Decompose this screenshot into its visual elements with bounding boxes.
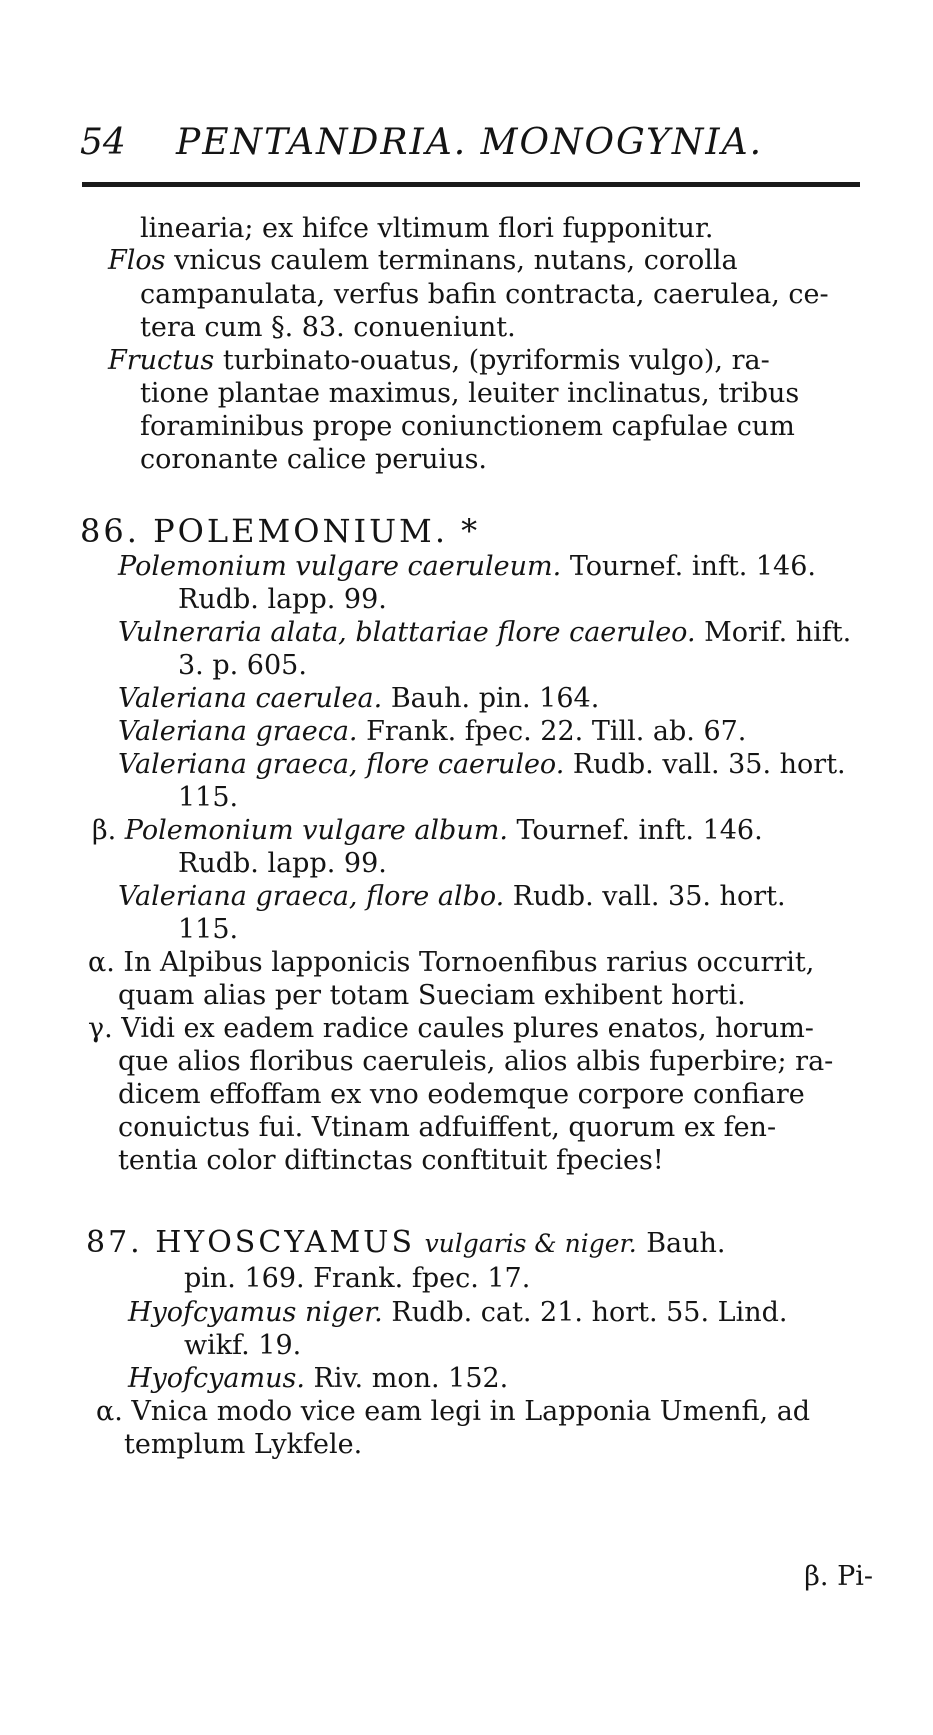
synonym-ref: Bauh. pin. 164.: [390, 683, 600, 714]
synonym-cont: Rudb. lapp. 99.: [178, 848, 387, 879]
section-epithet: vulgaris & niger.: [424, 1229, 637, 1258]
text-line: coronante calice peruius.: [140, 444, 488, 475]
text-line: campanulata, verfus bafin contracta, caerulea, ce-: [140, 279, 829, 310]
synonym-name: Polemonium vulgare album.: [124, 815, 508, 846]
note-line: dicem effoffam ex vno eodemque corpore confiare: [118, 1079, 805, 1110]
synonym-name: Valeriana graeca, flore caeruleo.: [118, 749, 565, 780]
header-rule: [82, 182, 860, 187]
note-line: α. Vnica modo vice eam legi in Lapponia Umenfi, ad: [96, 1396, 811, 1427]
fructus-paragraph-line: [108, 344, 770, 378]
synonym-line: [128, 1296, 787, 1330]
note-line: conuictus fui. Vtinam adfuiffent, quorum ex fen-: [118, 1112, 777, 1143]
variety-line: [92, 814, 763, 848]
synonym-name: Polemonium vulgare caeruleum.: [118, 551, 562, 582]
synonym-cont: pin. 169. Frank. fpec. 17.: [184, 1263, 531, 1294]
synonym-name: Vulneraria alata, blattariae flore caeruleo.: [118, 617, 696, 648]
synonym-cont: wikf. 19.: [184, 1330, 302, 1361]
text-line: foraminibus prope coniunctionem capfulae cum: [140, 411, 795, 442]
synonym-cont: 115.: [178, 914, 239, 945]
synonym-cont: Rudb. lapp. 99.: [178, 584, 387, 615]
synonym-line: [128, 1362, 508, 1396]
synonym-name: Valeriana graeca.: [118, 716, 358, 747]
note-line: α. In Alpibus lapponicis Tornoenfibus rarius occurrit,: [88, 947, 815, 978]
synonym-ref: Rudb. cat. 21. hort. 55. Lind.: [391, 1297, 788, 1328]
variety-mark: β.: [92, 815, 117, 846]
page-number: 54: [80, 122, 126, 163]
synonym-ref: Frank. fpec. 22. Till. ab. 67.: [366, 716, 747, 747]
text-line: tione plantae maximus, leuiter inclinatus, tribus: [140, 378, 800, 409]
synonym-line: [118, 682, 599, 716]
running-header: [80, 122, 860, 172]
synonym-ref: Rudb. vall. 35. hort.: [512, 881, 786, 912]
section-heading-polemonium: 86. POLEMONIUM. *: [80, 512, 481, 550]
fructus-label: Fructus: [108, 345, 215, 376]
synonym-ref: Riv. mon. 152.: [313, 1363, 509, 1394]
synonym-ref: Rudb. vall. 35. hort.: [572, 749, 846, 780]
section-heading-hyoscyamus: [86, 1226, 726, 1261]
text-line: tera cum §. 83. conueniunt.: [140, 312, 516, 343]
text-line: linearia; ex hifce vltimum flori fupponitur.: [140, 213, 714, 244]
synonym-line: [118, 715, 746, 749]
note-line: γ. Vidi ex eadem radice caules plures enatos, horum-: [88, 1013, 814, 1044]
flos-label: Flos: [108, 245, 166, 276]
synonym-ref: Tournef. inft. 146.: [569, 551, 816, 582]
note-line: quam alias per totam Sueciam exhibent horti.: [118, 980, 746, 1011]
synonym-cont: 3. p. 605.: [178, 650, 307, 681]
section-ref: Bauh.: [646, 1228, 726, 1259]
synonym-name: Hyofcyamus.: [128, 1363, 305, 1394]
running-title: PENTANDRIA. MONOGYNIA.: [176, 122, 764, 163]
text-span: turbinato-ouatus, (pyriformis vulgo), ra-: [222, 345, 770, 376]
synonym-ref: Tournef. inft. 146.: [516, 815, 763, 846]
synonym-line: [118, 616, 851, 650]
note-line: templum Lykfele.: [124, 1429, 363, 1460]
synonym-name: Hyofcyamus niger.: [128, 1297, 383, 1328]
synonym-line: [118, 748, 846, 782]
synonym-name: Valeriana caerulea.: [118, 683, 383, 714]
note-line: tentia color diftinctas conftituit fpecies!: [118, 1145, 664, 1176]
synonym-cont: 115.: [178, 782, 239, 813]
catchword: β. Pi-: [804, 1561, 873, 1592]
flos-paragraph-line: [108, 244, 738, 278]
note-line: que alios floribus caeruleis, alios albis fuperbire; ra-: [118, 1046, 834, 1077]
synonym-name: Valeriana graeca, flore albo.: [118, 881, 505, 912]
synonym-ref: Morif. hift.: [704, 617, 852, 648]
text-span: vnicus caulem terminans, nutans, corolla: [174, 245, 738, 276]
synonym-line: [118, 880, 786, 914]
section-number-name: 87. HYOSCYAMUS: [86, 1225, 416, 1260]
synonym-line: [118, 550, 816, 584]
